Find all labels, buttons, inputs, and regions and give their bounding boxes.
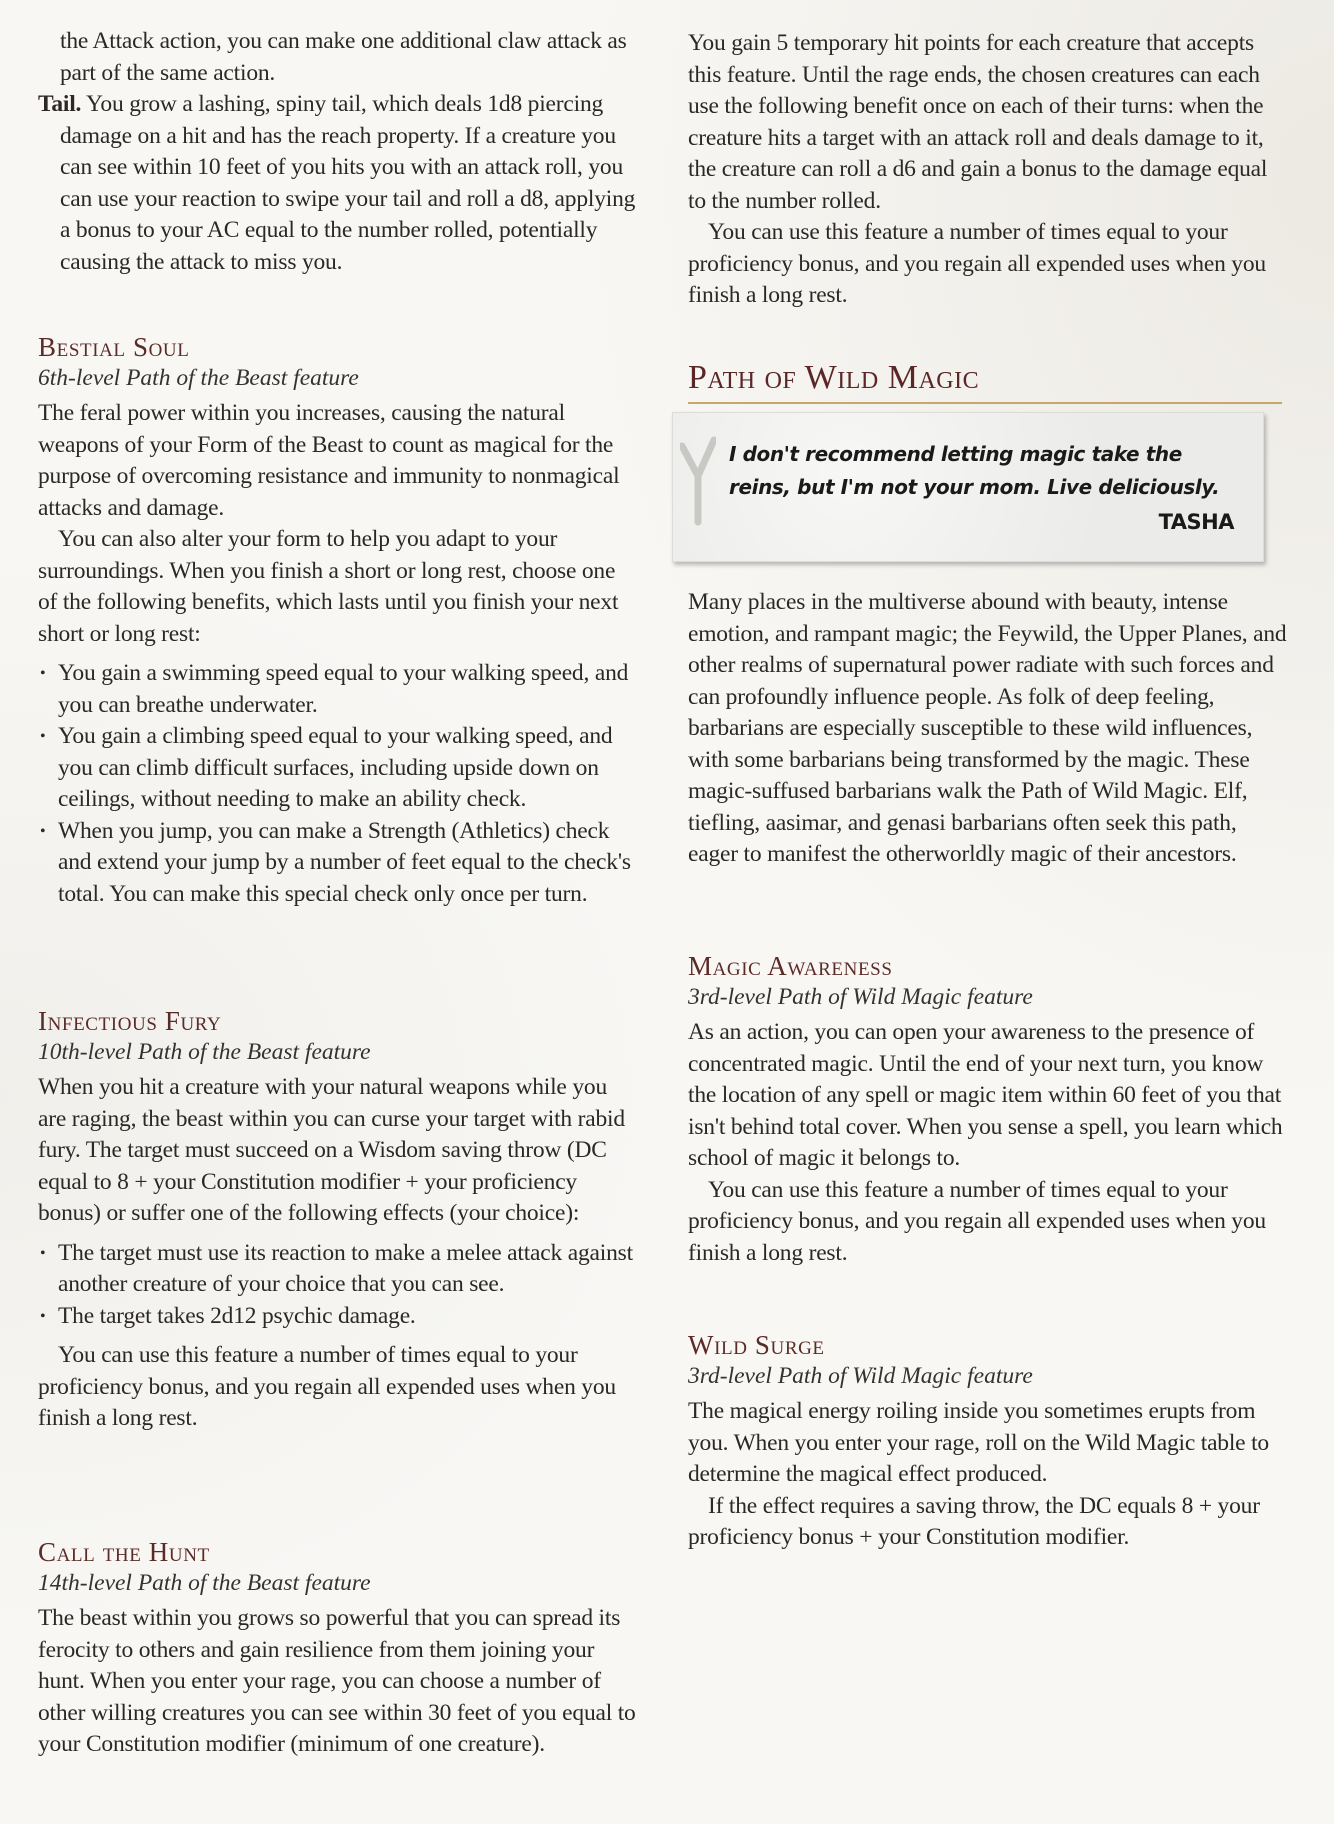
claws-continued-text: the Attack action, you can make one additional claw attack as part of the same action.	[60, 28, 627, 86]
quote-author: TASHA	[1158, 510, 1234, 534]
tail-text: You grow a lashing, spiny tail, which deals 1d8 piercing damage on a hit and has the reach property. If a creature you can see within 10 feet of you hits you with an attack roll, you can use your reaction to swipe your tail and roll a d8, applying a bonus to your AC equal to the number rolled, potentially causing the attack to miss you.	[60, 91, 636, 275]
list-item: • The target takes 2d12 psychic damage.	[38, 1301, 638, 1333]
subtitle-magic-awareness: 3rd-level Path of Wild Magic feature	[688, 984, 1033, 1010]
bestial-soul-benefits-list	[38, 658, 638, 910]
heading-bestial-soul: Bestial Soul	[38, 332, 190, 362]
magic-awareness-p2: You can use this feature a number of times equal to your proficiency bonus, and you regain all expended uses when you finish a long rest.	[688, 1176, 1266, 1266]
quote-text: I don't recommend letting magic take the reins, but I'm not your mom. Live deliciously.	[729, 442, 1220, 499]
wild-magic-intro-text: Many places in the multiverse abound with beauty, intense emotion, and rampant magic; the Feywild, the Upper Planes, and other realms of supernatural power radiate with such forces and can profoundly influence people. As folk of deep feeling, barbarians are especially susceptible to these wild influences, with some barbarians being transformed by the magic. These magic-suffused barbarians walk the Path of Wild Magic. Elf, tiefling, aasimar, and genasi barbarians often seek this path, eager to manifest the otherworldly magic of their ancestors.	[688, 589, 1287, 867]
beast-features-continued	[38, 26, 638, 278]
section-magic-awareness	[688, 950, 1288, 1269]
magic-awareness-p1: As an action, you can open your awareness to the presence of concentrated magic. Until the end of your next turn, you know the location of any spell or magic item within 60 feet of you that isn't behind total cover. When you sense a spell, you learn which school of magic it belongs to.	[688, 1019, 1283, 1171]
tail-feature	[38, 89, 638, 278]
subtitle-call-the-hunt: 14th-level Path of the Beast feature	[38, 1570, 371, 1596]
subtitle-bestial-soul: 6th-level Path of the Beast feature	[38, 365, 359, 391]
tail-label: Tail.	[38, 91, 82, 117]
bestial-soul-p2: You can also alter your form to help you adapt to your surroundings. When you finish a short or long rest, choose one of the following benefits, which lasts until you finish your next short or long rest:	[38, 526, 619, 647]
heading-path-of-wild-magic: Path of Wild Magic	[688, 358, 1282, 404]
section-call-the-hunt	[38, 1536, 638, 1761]
heading-magic-awareness: Magic Awareness	[688, 951, 893, 981]
heading-call-the-hunt: Call the Hunt	[38, 1537, 210, 1567]
call-the-hunt-p1: The beast within you grows so powerful that you can spread its ferocity to others and gain resilience from them joining your hunt. When you enter your rage, you can choose a number of other willing creatures you can see within 30 feet of you equal to your Constitution modifier (minimum of one creature).	[38, 1605, 636, 1757]
wild-magic-intro	[688, 587, 1288, 871]
call-the-hunt-continued	[688, 28, 1288, 312]
list-item: • You gain a swimming speed equal to your walking speed, and you can breathe underwater.	[38, 658, 638, 721]
subtitle-wild-surge: 3rd-level Path of Wild Magic feature	[688, 1363, 1033, 1389]
list-item: • When you jump, you can make a Strength (Athletics) check and extend your jump by a number of feet equal to the check's total. You can make this special check only once per turn.	[38, 816, 638, 911]
infectious-fury-p2: You can use this feature a number of times equal to your proficiency bonus, and you regain all expended uses when you finish a long rest.	[38, 1342, 616, 1431]
wild-surge-p1: The magical energy roiling inside you sometimes erupts from you. When you enter your rage, roll on the Wild Magic table to determine the magical effect produced.	[688, 1398, 1269, 1487]
list-item: • The target must use its reaction to make a melee attack against another creature of your choice that you can see.	[38, 1238, 638, 1301]
call-the-hunt-p3: You can use this feature a number of times equal to your proficiency bonus, and you regain all expended uses when you finish a long rest.	[688, 219, 1266, 308]
section-infectious-fury	[38, 1005, 638, 1435]
tasha-quote-box	[672, 412, 1264, 562]
subtitle-infectious-fury: 10th-level Path of the Beast feature	[38, 1039, 371, 1065]
bestial-soul-p1: The feral power within you increases, causing the natural weapons of your Form of the Beast to count as magical for the purpose of overcoming resistance and immunity to nonmagical attacks and damage.	[38, 400, 620, 521]
list-item: • You gain a climbing speed equal to your walking speed, and you can climb difficult surfaces, including upside down on ceilings, without needing to make an ability check.	[38, 721, 638, 816]
heading-infectious-fury: Infectious Fury	[38, 1006, 222, 1036]
section-bestial-soul	[38, 331, 638, 910]
heading-wild-surge: Wild Surge	[688, 1330, 825, 1360]
wild-surge-p2: If the effect requires a saving throw, the DC equals 8 + your proficiency bonus + your Constitution modifier.	[688, 1492, 1260, 1550]
rune-icon	[680, 426, 716, 526]
infectious-fury-effects-list	[38, 1238, 638, 1333]
call-the-hunt-p2: You gain 5 temporary hit points for each creature that accepts this feature. Until the rage ends, the chosen creatures can each use the following benefit once on each of their turns: when the creature hits a target with an attack roll and deals damage to it, the creature can roll a d6 and gain a bonus to the damage equal to the number rolled.	[688, 30, 1268, 214]
section-path-of-wild-magic	[688, 358, 1288, 404]
infectious-fury-p1: When you hit a creature with your natural weapons while you are raging, the beast within you can curse your target with rabid fury. The target must succeed on a Wisdom saving throw (DC equal to 8 + your Constitution modifier + your proficiency bonus) or suffer one of the following effects (your choice):	[38, 1074, 625, 1226]
section-wild-surge	[688, 1329, 1288, 1554]
